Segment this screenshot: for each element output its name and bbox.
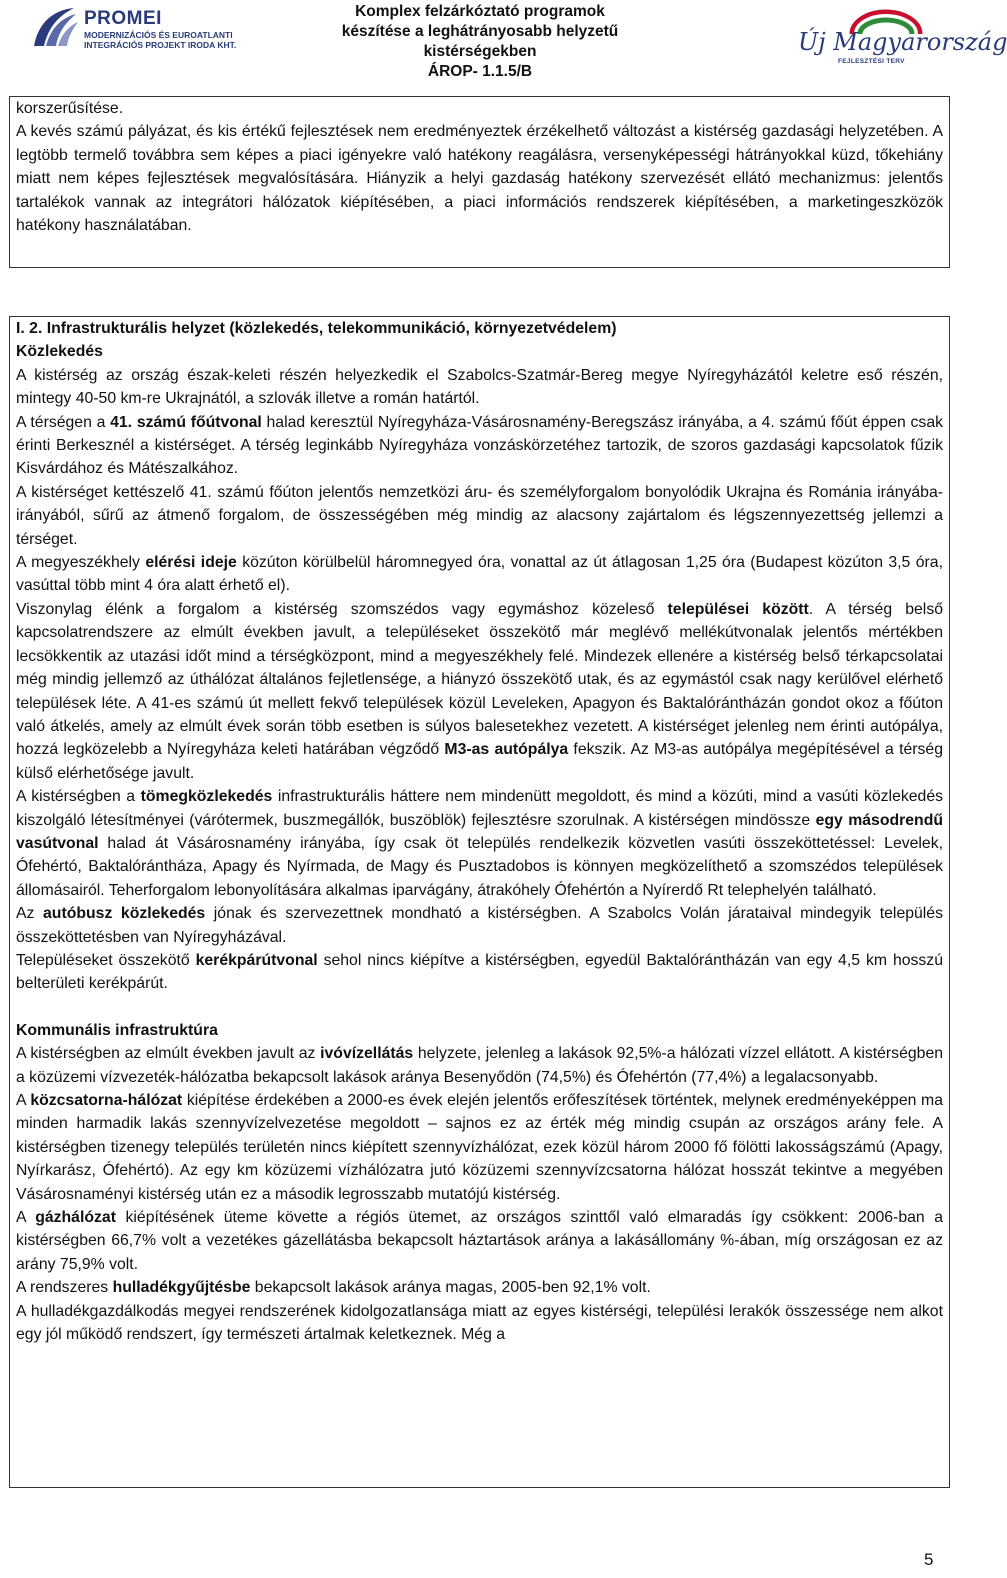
text-run: helyzete, jelenleg a lakások 92,5%-a hálózati vízzel ellátott. A kistérségben a közüzemi vízvezeték-hálózatba bekapcsolt lakások aránya Besenyődön (74,5%) és Ófehértón (77,4%) a legalacsonyabb. <box>16 1045 944 1086</box>
text-box-top <box>9 96 950 268</box>
header-title <box>300 2 660 82</box>
bold-run: kerékpárútvonal <box>195 951 318 969</box>
blank-line <box>16 996 943 1019</box>
paragraph <box>16 1276 943 1299</box>
bold-run: gázhálózat <box>35 1209 116 1227</box>
text-run: kiépítésének üteme követte a régiós ütemet, az országos szinttől való elmaradás így csökkent: 2006-ban a kistérségben 66,7% volt a vezetékes gázellátásba bekapcsolt háztartások aránya a lakásállomány %-ában, míg országosan ez az arány 75,9% volt. <box>16 1209 943 1273</box>
text-run: A kistérségben a <box>16 788 141 806</box>
text-run: jónak és szervezettnek mondható a kistérségben. A Szabolcs Volán járataival mindegyik település összeköttetésben van Nyíregyházával. <box>16 905 943 946</box>
paragraph: korszerűsítése. <box>16 100 124 117</box>
header-title-line4: ÁROP- 1.1.5/B <box>427 63 533 80</box>
paragraph <box>16 551 943 598</box>
paragraph: A hulladékgazdálkodás megyei rendszerének kidolgozatlansága miatt az egyes kistérségi, települési lerakók összessége nem alkot egy jól működő rendszert, így természeti ártalmak keletkeznek. Még a <box>16 1302 943 1344</box>
subheading-kommunalis: Kommunális infrastruktúra <box>16 1021 218 1039</box>
text-run: . A térség belső kapcsolatrendszere az elmúlt években javult, a településeket összekötő már meglévő mellékútvonalak jelentős mértékben lecsökkentik az utazási időt mind a térségközpont, mind a megyeszékhely felé. Mindezek ellenére a kistérség belső térkapcsolatai még mindig jellemző az úthálózat általános fejletlensége, a hiányzó összekötő utak, és az egymástól csak nagy kerülővel elérhető települések léte. A 41-es számú út mellett fekvő települések közül Leveleken, Apagyon és Baktalórántházán gondot okoz a főúton való átkelés, amely az elmúlt évek során több esetben is súlyos balesetekhez vezetett. A kistérséget jelenleg nem érinti autópálya, hozzá legközelebb a Nyíregyháza keleti határában végződő <box>16 600 943 759</box>
paragraph <box>16 902 943 949</box>
header-title-line1: Komplex felzárkóztató programok <box>355 3 605 20</box>
bold-run: tömegközlekedés <box>140 788 273 806</box>
promei-subtitle-line2: INTEGRÁCIÓS PROJEKT IRODA KHT. <box>84 40 237 50</box>
page-header <box>0 0 1007 92</box>
promei-subtitle <box>84 30 236 50</box>
header-title-line2: készítése a leghátrányosabb helyzetű <box>341 23 619 40</box>
text-run: A megyeszékhely <box>16 554 146 572</box>
bold-run: M3-as autópálya <box>444 741 569 759</box>
promei-name: PROMEI <box>84 8 162 29</box>
text-run: közúton körülbelül háromnegyed óra, vonattal az út átlagosan 1,25 óra (Budapest közúton 3,5 óra, vasúttal több mint 4 óra alatt érhető el). <box>16 554 943 595</box>
text-run: kiépítése érdekében a 2000-es évek elején jelentős erőfeszítések történtek, melynek eredményeképpen ma minden harmadik lakás szennyvízelvezetése megoldott – sajnos ez az érték még mindig csupán az országos arány fele. A kistérségben tizenegy település területén nincs kiépített szennyvízhálózat, ezek közül három 2000 fő fölötti lakosságszámú (Apagy, Nyírkarász, Ófehértó). Az egy km közüzemi vízhálózatra jutó közüzemi szennyvízcsatorna hálózat hosszát tekintve a megyében Vásárosnaményi kistérség után ez a második legrosszabb mutatójú kistérség. <box>16 1092 943 1203</box>
paragraph <box>16 1206 943 1276</box>
paragraph <box>16 411 943 481</box>
text-run: halad keresztül Nyíregyháza-Vásárosnamény-Beregszász irányába, a 4. számú főút éppen csak érinti Berkesznél a kistérséget. A térség leginkább Nyíregyháza vonzáskörzetéhez tartozik, de szoros gazdasági kapcsolatok fűzik Kisvárdához és Mátészalkához. <box>16 413 943 478</box>
bold-run: számú főútvonal <box>136 413 262 431</box>
paragraph: A kistérség az ország észak-keleti részén helyezkedik el Szabolcs-Szatmár-Bereg megye Nyíregyházától keletre eső részén, mintegy 40-50 km-re Ukrajnától, a szlovák illetve a román határtól. <box>16 366 943 408</box>
promei-subtitle-line1: MODERNIZÁCIÓS ÉS EUROATLANTI <box>84 30 233 40</box>
paragraph <box>16 1089 943 1206</box>
bold-run: települései között <box>667 600 809 618</box>
promei-swirl-icon <box>28 4 80 52</box>
text-run: bekapcsolt lakások aránya magas, 2005-ben 92,1% volt. <box>250 1279 651 1297</box>
uj-magyarorszag-wordmark: Új Magyarország <box>798 28 1007 56</box>
text-run: A térségen a <box>16 413 111 431</box>
text-run: A <box>16 1092 31 1109</box>
text-run: A <box>16 1209 36 1227</box>
text-run: A rendszeres <box>16 1279 113 1297</box>
text-run: Az <box>16 905 44 923</box>
section-title: I. 2. Infrastrukturális helyzet (közlekedés, telekommunikáció, környezetvédelem) <box>16 320 617 337</box>
paragraph <box>16 785 943 902</box>
bold-run: közcsatorna-hálózat <box>30 1092 183 1109</box>
text-run: A kistérségben az elmúlt években javult az <box>16 1045 321 1063</box>
promei-logo <box>28 4 258 54</box>
paragraph: A kistérséget kettészelő 41. számú főúton jelentős nemzetközi áru- és személyforgalom bonyolódik Ukrajna és Románia irányába-irányából, sűrű az átmenő forgalom, de összességében még mindig az alacsony zajártalom és légszennyezettség jellemzi a térséget. <box>16 483 943 548</box>
bold-run: autóbusz közlekedés <box>43 905 206 923</box>
bold-run: egy másodrendű vasútvonal <box>16 811 943 852</box>
text-run: infrastrukturális háttere nem mindenütt megoldott, és mind a közúti, mind a vasúti közlekedés kiszolgáló létesítményei (várótermek, buszmegállók, buszöblök) fejlesztésre szorulnak. A kistérségen mindössze <box>16 788 944 829</box>
uj-magyarorszag-subtitle: FEJLESZTÉSI TERV <box>838 58 905 65</box>
paragraph <box>16 598 943 785</box>
page-number: 5 <box>924 1550 934 1569</box>
subheading-kozlekedes: Közlekedés <box>16 343 103 361</box>
text-run: Településeket összekötő <box>16 951 196 969</box>
paragraph <box>16 1042 943 1089</box>
paragraph <box>16 949 943 996</box>
bold-run: elérési ideje <box>145 554 237 572</box>
bold-run: hulladékgyűjtésbe <box>112 1279 251 1297</box>
header-title-line3: kistérségekben <box>423 43 537 60</box>
text-run: sehol nincs kiépítve a kistérségben, egyedül Baktalórántházán van egy 4,5 km hosszú belterületi kerékpárút. <box>16 951 943 993</box>
uj-magyarorszag-logo <box>792 6 1007 72</box>
paragraph: A kevés számú pályázat, és kis értékű fejlesztések nem eredményeztek érzékelhető változást a kistérség gazdasági helyzetében. A legtöbb termelő továbbra sem képes a piaci igényekre való hatékony reagálásra, versenyképességi hátrányokkal küzd, tőkehiány miatt nem képes fejlesztések megvalósítására. Hiányzik a helyi gazdaság hatékony szervezését ellátó mechanizmus: jelentős tartalékok vannak az integrátori hálózatok kiépítésében, a piaci információs rendszerek kiépítésében, a marketingeszközök hatékony használatában. <box>16 123 943 235</box>
bold-run: ivóvízellátás <box>320 1045 414 1063</box>
bold-run: 41. <box>110 413 133 431</box>
text-box-infrastructure <box>9 316 950 1488</box>
text-run: fekszik. Az M3-as autópálya megépítésével a térség külső elérhetősége javult. <box>16 741 943 782</box>
text-run: halad át Vásárosnamény irányába, így csak öt település rendelkezik közvetlen vasúti összeköttetéssel: Levelek, Ófehértó, Baktalórántháza, Apagy és Nyírmada, de Magy és Pusztadobos is könnyen megközelíthető a szomszédos települések állomásairól. Teherforgalom lebonyolítására alkalmas iparvágány, átrakóhely Ófehértón a Nyírerdő Rt telephelyén található. <box>16 834 943 899</box>
text-run: Viszonylag élénk a forgalom a kistérség szomszédos vagy egymáshoz közeleső <box>16 600 668 618</box>
